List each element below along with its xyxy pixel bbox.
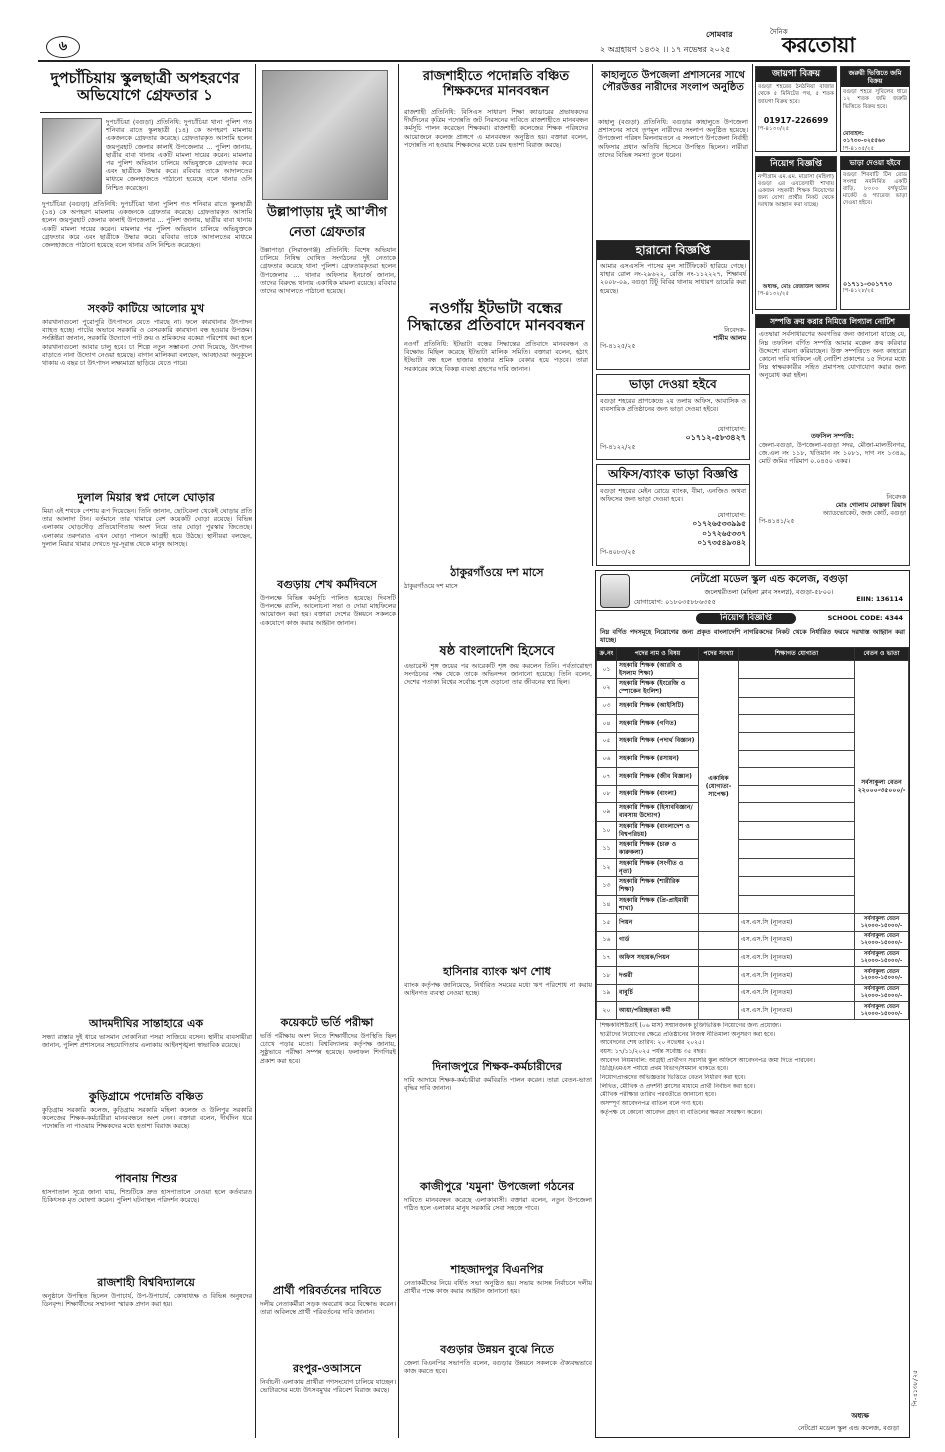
table-cell: ১১ (597, 840, 617, 859)
ad-rent-1 (596, 374, 750, 460)
ad-office-ref: পি-৪০৮৩/২৫ (600, 547, 636, 556)
col2-story3: ভর্তি পরীক্ষায় অংশ নিতে শিক্ষার্থীদের উপস্থিতি ছিল চোখে পড়ার মতো। বিশ্ববিদ্যালয় কর্তৃপক্ষ জানায়, সুষ্ঠুভাবে পরীক্ষা সম্পন্ন হয়েছে। ফলাফল শিগগিরই প্রকাশ করা হবে। (260, 1032, 396, 1065)
ad-lost-ref: পি-৪১২৫/২৫ (600, 342, 636, 351)
ad-lost-name: শামীম আলম (713, 334, 746, 343)
col3-story2: নওগাঁ প্রতিনিধি: ইটভাটা বন্ধের সিদ্ধান্তের প্রতিবাদে মানববন্ধন ও বিক্ষোভ মিছিল করেছে ইটভাটা মালিক সমিতি। বক্তারা বলেন, হঠাৎ ইটভাটা বন্ধ হলে হাজার হাজার শ্রমিক বেকার হয়ে পড়বে। তারা সরকারের কাছে বিকল্প ব্যবস্থা গ্রহণের দাবি জানান। (404, 340, 588, 373)
col1-story4: সন্ধ্যা রাস্তার দুই ধারে ভাসমান দোকানিরা পসরা সাজিয়ে বসেন। স্থানীয় ব্যবসায়ীরা জানান, পুলিশ প্রশাসনের সহযোগিতায় এলাকায় আইনশৃঙ্খলা স্বাভাবিক রয়েছে। (42, 1033, 252, 1050)
col3-story6: দাবি আদায়ে শিক্ষক-কর্মচারীরা কর্মবিরতি পালন করেন। তারা বেতন-ভাতা বৃদ্ধির দাবি জানান। (404, 1076, 592, 1093)
qualification-cell (739, 715, 855, 733)
legal-notice-text: এতদ্বারা সর্বসাধারণের অবগতির জন্য জানানো যাচ্ছে যে, নিম্ন তফসিল বর্ণিত সম্পত্তি আমার মক্কেল ক্রয় করিবার উদ্দেশ্যে বায়না করিয়াছেন। উক্ত সম্পত্তিতে অন্য কাহারো কোনো দাবি থাকিলে এই নোটিশ প্রকাশের ১৫ দিনের মধ্যে নিম্ন স্বাক্ষরকারীর সহিত প্রমাণসহ যোগাযোগ করার জন্য অনুরোধ করা হইল। (759, 330, 906, 380)
table-cell: ০৮ (597, 785, 617, 803)
recruit-note: আবেদনের শেষ তারিখ: ২০ নভেম্বর ২০২৫। (600, 1039, 705, 1047)
posts-cell (699, 1002, 739, 1020)
col3-story5: ব্যাংক কর্তৃপক্ষ জানিয়েছে, নির্ধারিত সময়ের মধ্যে ঋণ পরিশোধ না করায় আইনগত ব্যবস্থা নেওয়া হচ্ছে। (404, 981, 592, 998)
col3-headline-top: রাজশাহীতে পদোন্নতি বঞ্চিত শিক্ষকদের মানববন্ধন (422, 69, 570, 99)
legal-schedule-title: তফসিল সম্পত্তি: (810, 432, 855, 441)
ad-lost-sign: নিবেদক- (724, 326, 746, 334)
qualification-cell (739, 858, 855, 877)
col2-story1: উল্লাপাড়া (সিরাজগঞ্জ) প্রতিনিধি: বিশেষ অভিযান চালিয়ে নিষিদ্ধ ঘোষিত সংগঠনের দুই নেতাকে গ্রেফতার করেছে থানা পুলিশ। গ্রেফতারকৃতরা হলেন উপজেলার ... থানার অফিসার ইনচার্জ জানান, তাদের বিরুদ্ধে থানায় একাধিক মামলা রয়েছে। রবিবার তাদের আদালতে পাঠানো হয়েছে। (260, 246, 396, 295)
table-cell: ১৪ (597, 895, 617, 914)
qualification-cell (739, 732, 855, 750)
masthead-logo (770, 28, 910, 58)
recruit-sign-org: নেটপ্রো মডেল স্কুল এন্ড কলেজ, বগুড়া (797, 1423, 899, 1432)
table-row (597, 1002, 909, 1020)
ad-land-sale (755, 66, 837, 152)
col3-story1: রাজশাহী প্রতিনিধি: বিসিএস সাধারণ শিক্ষা ক্যাডারের প্রভাষকদের দীর্ঘদিনের কৃত্রিম পদোন্নতি জট নিরসনের দাবিতে রাজশাহীতে মানববন্ধন কর্মসূচি পালন করেছেন শিক্ষকরা। রাজশাহী কলেজের শিক্ষক পরিষদের আয়োজনে কলেজ প্রাঙ্গণে এ মানববন্ধন অনুষ্ঠিত হয়। বক্তারা বলেন, পদোন্নতি না হওয়ায় শিক্ষকদের মধ্যে চরম হতাশা বিরাজ করছে। (404, 108, 588, 149)
recruit-intro: নিম্ন বর্ণিত পদসমূহে নিয়োগের জন্য প্রকৃত বাংলাদেশি নাগরিকদের নিকট থেকে নির্ধারিত ফরমে দরখাস্ত আহ্বান করা যাচ্ছে। (600, 628, 905, 645)
col2-sub1: বগুড়ায় শেখ কর্মদিবসে (277, 578, 377, 591)
ad-rent-2-ref: পি-৪১২৮/২৫ (843, 288, 875, 295)
table-cell: ০১ (597, 660, 617, 679)
masthead-date: ২ অগ্রহায়ণ ১৪৩২ ।। ১৭ নভেম্বর ২০২৫ (600, 45, 731, 54)
ad-rent-1-ref: পি-৪১২২/২৫ (600, 443, 636, 452)
col2-sub4: রংপুর-ওআসনে (292, 1362, 362, 1375)
table-row (597, 949, 909, 967)
col1-sub5: পাবনায় শিশুর (114, 1172, 178, 1185)
col4-headline: কাহালুতে উপজেলা প্রশাসনের সাথে পৌরউত্তর নারীদের সংলাপ অনুষ্ঠিত (601, 70, 745, 93)
table-cell: ০২ (597, 679, 617, 698)
legal-sign: নিবেদক (886, 492, 906, 501)
legal-role: অ্যাডভোকেট, জজ কোর্ট, বগুড়া (822, 508, 906, 517)
school-eiin: EIIN: 136114 (856, 595, 903, 603)
recruitment-ad (595, 570, 910, 1438)
col3-sub2: ষষ্ঠ বাংলাদেশি হিসেবে (439, 644, 555, 659)
qualification-cell: এস.এস.সি (ন্যূনতম) (739, 914, 855, 932)
table-cell: সহকারি শিক্ষক (আইসিটি) (617, 697, 699, 715)
ad-urgent-text: বগুড়া শহরে সুবিলের ধারে ১২ শতক জমি জরুরি ভিত্তিতে বিক্রয় হবে। (843, 89, 907, 110)
col1-story7: অনুষ্ঠানে উপস্থিত ছিলেন উপাচার্য, উপ-উপাচার্য, কোষাধ্যক্ষ ও বিভিন্ন অনুষদের ডিনবৃন্দ। শিক্ষার্থীদের সম্মাননা স্মারক প্রদান করা হয়। (42, 1292, 252, 1309)
school-logo-icon (600, 574, 630, 608)
salary-cell: সর্বসাকুল্য বেতন ১২০০০-১৫০০০/- (855, 949, 909, 967)
table-cell: সহকারি শিক্ষক (আরবি ও ইসলাম শিক্ষা) (617, 660, 699, 679)
qualification-cell (739, 697, 855, 715)
ad-rent-2-text: বগুড়া শিববাটি টিন রোড সংলগ্ন নবনির্মিত একটি বাড়ি, ৮০০০ বর্গফুটের মার্কেট ও গ্যারেজ ভাড়া দেওয়া হইবে। (843, 171, 907, 207)
recruit-notes (596, 1020, 909, 1119)
ad-rent-1-title: ভাড়া দেওয়া হইবে (597, 375, 749, 395)
posts-cell (699, 967, 739, 985)
ad-office-text: বগুড়া শহরের মেইন রোডে ব্যাংক, বীমা, এনজিও অথবা অফিসের জন্য ভাড়া দেওয়া হবে। (600, 487, 746, 504)
recruit-note: ডিগ্রি/এমএস পর্যায়ে প্রথম বিভাগ/সমমান থাকতে হবে। (600, 1065, 729, 1073)
qualification-cell (739, 768, 855, 786)
col-header: শিক্ষাগত যোগ্যতা (739, 648, 855, 661)
legal-notice (755, 314, 910, 566)
salary-cell: সর্বসাকুল্য বেতন ২২০০০-৩৫০০০/- (855, 660, 909, 914)
ad-rent-2 (840, 156, 910, 310)
ad-lost-text: আমার এসএসসি পাসের মূল সার্টিফিকেট হারিয়ে গেছে। যাহার রোল নং-২৯৬২২, রেজি নং-১১২২২৭, শিক্ষাবর্ষ ২০০৮-০৯, বগুড়া টিটু বিবির থানায় সাধারণ ডায়েরি করা হয়েছে। (600, 262, 746, 295)
ad-recruit-small-ref: পি-৪১৩২/২৫ (758, 290, 790, 297)
legal-schedule: জেলা-বগুড়া, উপজেলা-বগুড়া সদর, মৌজা-মালতীনগর, জে.এল নং ১১৮, খতিয়ান নং ১০৮১, দাগ নং ১৩৪৯, মোট জমির পরিমাণ ০.০৪৫০ একর। (759, 440, 906, 465)
qualification-cell (739, 821, 855, 840)
table-cell: সহকারি শিক্ষক (পদার্থ বিজ্ঞান) (617, 732, 699, 750)
table-row (597, 967, 909, 985)
school-phone: যোগাযোগ: ০১৮০৩৫৮৮৬৩৫৫ (634, 598, 716, 606)
table-cell: ১০ (597, 821, 617, 840)
ad-urgent-phone: মোবাইল: ০১৭৩০-০২৫৫৬০ (843, 131, 886, 145)
ad-land-ref: পি-৪১৩০/২৫ (758, 126, 790, 133)
posts-cell (699, 949, 739, 967)
col1-story1-cont: দুপচাঁচিয়া (বগুড়া) প্রতিনিধি: দুপচাঁচিয়া থানা পুলিশ গত শনিবার রাতে স্কুলছাত্রী (১৪) কে অপহরণ মামলায় একজনকে গ্রেফতার করেছে। গ্রেফতারকৃত আসামি হলেন জয়পুরহাট জেলার কালাই উপজেলার ... পুলিশ জানায়, ছাত্রীর বাবা থানায় একটি মামলা দায়ের করেন। মামলার পর পুলিশ অভিযান চালিয়ে অভিযুক্তকে গ্রেফতার করে এবং ছাত্রীকে উদ্ধার করে। রবিবার তাকে আদালতের মাধ্যমে জেলহাজতে পাঠানো হয়েছে বলে থানার ওসি নিশ্চিত করেছেন। (42, 200, 252, 249)
ad-rent-1-contact: যোগাযোগ: (717, 425, 746, 433)
col3-sub5: কাজীপুরে 'যমুনা' উপজেলা গঠনের (419, 1180, 575, 1193)
divider (40, 112, 252, 113)
masthead-logo-small: দৈনিক (770, 28, 788, 36)
col1-story2: কারখানাগুলো পুরোপুরি উৎপাদনে যেতে পারছে না। ফলে কারখানার উৎপাদন ব্যাহত হচ্ছে। পাটের অভাবে সরকারি ও বেসরকারি কারখানা বন্ধ হওয়ার উপক্রম। সংশ্লিষ্টরা জানান, সরকারি উদ্যোগে পাট ক্রয় ও শ্রমিকদের বকেয়া পরিশোধ করা হলে কারখানাগুলো আবার চালু হবে। চা শিল্পে নতুন সম্ভাবনা দেখা দিয়েছে, উৎপাদন বাড়াতে নানা উদ্যোগ নেওয়া হয়েছে। বাগান মালিকরা বলছেন, আবহাওয়া অনুকূলে থাকায় এ বছর চা উৎপাদন লক্ষ্যমাত্রা ছাড়িয়ে যেতে পারে। (42, 318, 252, 367)
table-row (597, 984, 909, 1002)
table-cell: সহকারি শিক্ষক (শারীরিক শিক্ষা) (617, 877, 699, 896)
col1-sub6: রাজশাহী বিশ্ববিদ্যালয়ে (97, 1276, 195, 1289)
recruit-sign: অধ্যক্ষ (851, 1412, 869, 1421)
news-photo-leader (262, 70, 388, 200)
qualification-cell: এস.এস.সি (ন্যূনতম) (739, 967, 855, 985)
masthead-logo-name: করতোয়া (782, 32, 855, 57)
col2-headline: উল্লাপাড়ায় দুই আ'লীগ (266, 205, 388, 220)
page-number-badge: ৬ (46, 36, 80, 58)
table-cell: সহকারি শিক্ষক (সংগীত ও নৃত্য) (617, 858, 699, 877)
col3-sub7: বগুড়ার উন্নয়ন বুঝে নিতে (440, 1343, 554, 1356)
masthead-rule (38, 60, 910, 62)
col2-sub2: কয়েকটে ভর্তি পরীক্ষা (280, 1016, 374, 1029)
posts-total-cell: একাধিক (যোগ্যতা-সাপেক্ষ) (699, 660, 739, 914)
table-row (597, 914, 909, 932)
col1-story6: হাসপাতাল সূত্রে জানা যায়, শিশুটিকে দ্রুত হাসপাতালে নেওয়া হলে কর্তব্যরত চিকিৎসক মৃত ঘোষণা করেন। পুলিশ ঘটনাস্থল পরিদর্শন করেছে। (42, 1188, 252, 1205)
recruit-note: অসম্পূর্ণ আবেদনপত্র বাতিল বলে গণ্য হবে। (600, 1099, 704, 1107)
col1-story1: দুপচাঁচিয়া (বগুড়া) প্রতিনিধি: দুপচাঁচিয়া থানা পুলিশ গত শনিবার রাতে স্কুলছাত্রী (১৪) কে অপহরণ মামলায় একজনকে গ্রেফতার করেছে। গ্রেফতারকৃত আসামি হলেন জয়পুরহাট জেলার কালাই উপজেলার ... পুলিশ জানায়, ছাত্রীর বাবা থানায় একটি মামলা দায়ের করেন। মামলার পর পুলিশ অভিযান চালিয়ে অভিযুক্তকে গ্রেফতার করে এবং ছাত্রীকে উদ্ধার করে। রবিবার তাকে আদালতের মাধ্যমে জেলহাজতে পাঠানো হয়েছে বলে থানার ওসি নিশ্চিত করেছেন। (106, 118, 252, 192)
col3-sub1: ঠাকুরগাঁওয়ে দশ মাসে (450, 566, 544, 579)
table-cell: অফিস সহায়ক/পিয়ন (617, 949, 699, 967)
table-cell: পিয়ন (617, 914, 699, 932)
qualification-cell (739, 803, 855, 822)
ad-office-title: অফিস/ব্যাংক ভাড়া বিজ্ঞপ্তি (597, 465, 749, 485)
ad-land-text: বগুড়া শহরের ঠনঠনিয়া বাজার থেকে ৫ মিনিটের পথ, ৫ শতক জায়গা বিক্রয় হবে। (758, 84, 834, 105)
table-row (597, 931, 909, 949)
col2-photo-caption: নেতা গ্রেফতার (288, 225, 366, 240)
table-cell: ০৪ (597, 715, 617, 733)
col2-story4: দলীয় নেতাকর্মীরা সড়ক অবরোধ করে বিক্ষোভ করেন। তারা অবিলম্বে প্রার্থী পরিবর্তনের দাবি জানান। (260, 1300, 396, 1317)
col3-sub6: শাহজাদপুর বিএনপির (450, 1263, 544, 1276)
qualification-cell (739, 750, 855, 768)
table-row (597, 660, 909, 679)
ad-office-phone: ০১৭২৬৫৩৩৭ (702, 528, 746, 538)
table-cell: ১৮ (597, 967, 617, 985)
col3-story4: এভারেস্ট শৃঙ্গ জয়ের পর আরেকটি শৃঙ্গ জয় করলেন তিনি। পর্বতারোহণ সংগঠনের পক্ষ থেকে তাকে অভিনন্দন জানানো হয়েছে। তিনি বলেন, দেশের পতাকা বিশ্বের সর্বোচ্চ শৃঙ্গে ওড়ানো তার জীবনের স্বপ্ন ছিল। (404, 662, 592, 687)
qualification-cell (739, 877, 855, 896)
recruit-note: শিক্ষকবিশিষ্টতাই (০৬ মাস) সম্মানজনক চুক্তিভিত্তিক নিয়োগের জন্য প্রযোজ্য। (600, 1021, 782, 1029)
posts-cell (699, 914, 739, 932)
qualification-cell (739, 679, 855, 698)
posts-cell (699, 984, 739, 1002)
col3-sub4: দিনাজপুরে শিক্ষক-কর্মচারীদের (432, 1060, 562, 1073)
salary-cell: সর্বসাকুল্য বেতন ১২০০০-১৫০০০/- (855, 914, 909, 932)
recruit-note: মৌখিক পরীক্ষার তারিখ পরবর্তীতে জানানো হবে। (600, 1091, 717, 1099)
table-cell: আয়া/পরিচ্ছন্নতা কর্মী (617, 1002, 699, 1020)
ad-recruit-small (755, 156, 837, 310)
table-cell: ২০ (597, 1002, 617, 1020)
ad-recruit-small-sign: অধ্যক্ষ, মোঃ রেজাউল আলম (762, 283, 830, 290)
col-header: পদের সংখ্যা (699, 648, 739, 661)
qualification-cell: এস.এস.সি (ন্যূনতম) (739, 1002, 855, 1020)
recruit-note: বয়স: ১৭/১১/২০২৫ পর্যন্ত সর্বোচ্চ ৩৫ বছর। (600, 1047, 706, 1055)
table-cell: দপ্তরী (617, 967, 699, 985)
table-cell: ১৫ (597, 914, 617, 932)
table-cell: ১৩ (597, 877, 617, 896)
table-cell: ০৬ (597, 750, 617, 768)
ad-recruit-small-title: নিয়োগ বিজ্ঞপ্তি (756, 157, 836, 172)
recruit-ref: পি-৪১৩৮/২৫ (912, 1370, 919, 1407)
col1-story5: কুড়িগ্রাম সরকারি কলেজ, কুড়িগ্রাম সরকারি মহিলা কলেজ ও উলিপুর সরকারি কলেজের শিক্ষক-কর্মচারীরা মানববন্ধনে অংশ নেন। বক্তারা বলেন, দীর্ঘদিন ধরে পদোন্নতি না পাওয়ায় শিক্ষকদের মধ্যে হতাশা বিরাজ করছে। (42, 1106, 252, 1131)
table-cell: ১৯ (597, 984, 617, 1002)
col3-story7: দাবিতে মানববন্ধন করেছে এলাকাবাসী। বক্তারা বলেন, নতুন উপজেলা গঠিত হলে এলাকার মানুষ সরকারি সেবা সহজে পাবে। (404, 1196, 592, 1213)
col2-story2: উপলক্ষে বিভিন্ন কর্মসূচি পালিত হয়েছে। দিবসটি উপলক্ষে র‍্যালি, আলোচনা সভা ও দোয়া মাহফিলের আয়োজন করা হয়। বক্তারা দেশের উন্নয়নে সকলকে একযোগে কাজ করার আহ্বান জানান। (260, 594, 396, 627)
recruit-table (596, 647, 909, 1020)
table-cell: সহকারি শিক্ষক (রসায়ন) (617, 750, 699, 768)
recruit-note: নিয়োগপ্রাপ্তদের অভিজ্ঞতার ভিত্তিতে বেতন নির্ধারণ করা হবে। (600, 1073, 746, 1081)
table-cell: সহকারি শিক্ষক (গণিত) (617, 715, 699, 733)
masthead-day: সোমবার (706, 30, 733, 39)
ad-rent-2-phone: ০১৭১১-৩০১৭৭৩ (843, 279, 893, 288)
table-cell: ১২ (597, 858, 617, 877)
col1-sub1: সংকট কাটিয়ে আলোর মুখ (87, 302, 205, 315)
salary-cell: সর্বসাকুল্য বেতন ১২০০০-১৫০০০/- (855, 931, 909, 949)
salary-cell: সর্বসাকুল্য বেতন ১২০০০-১৫০০০/- (855, 984, 909, 1002)
ad-urgent-ref: পি-৪১৩৫/২৫ (843, 145, 875, 152)
table-cell: ০৩ (597, 697, 617, 715)
qualification-cell: এস.এস.সি (ন্যূনতম) (739, 949, 855, 967)
table-cell: ১৭ (597, 949, 617, 967)
table-cell: ১৬ (597, 931, 617, 949)
qualification-cell (739, 785, 855, 803)
salary-cell: সর্বসাকুল্য বেতন ১২০০০-১৫০০০/- (855, 1002, 909, 1020)
qualification-cell: এস.এস.সি (ন্যূনতম) (739, 984, 855, 1002)
posts-cell (699, 931, 739, 949)
ad-rent-2-title: ভাড়া দেওয়া হইবে (841, 157, 909, 170)
ad-office-phone: ০১৭২৬৫৩৩৯৯৫ (692, 519, 746, 529)
col3-story8: নেতাকর্মীদের নিয়ে বর্ধিত সভা অনুষ্ঠিত হয়। সভায় আসন্ন নির্বাচনে দলীয় প্রার্থীর পক্ষে কাজ করার আহ্বান জানানো হয়। (404, 1279, 592, 1296)
col4-story: কাহালু (বগুড়া) প্রতিনিধি: বগুড়ার কাহালুতে উপজেলা প্রশাসনের সাথে তৃণমূল নারীদের সংলাপ অনুষ্ঠিত হয়েছে। উপজেলা পরিষদ মিলনায়তনে এ সংলাপে উপজেলা নির্বাহী অফিসার প্রধান অতিথি হিসেবে উপস্থিত ছিলেন। নারীরা তাদের বিভিন্ন সমস্যা তুলে ধরেন। (598, 118, 748, 159)
ad-lost-title: হারানো বিজ্ঞপ্তি (597, 241, 749, 260)
table-cell: গার্ড (617, 931, 699, 949)
table-cell: সহকারি শিক্ষক (চারু ও কারুকলা) (617, 840, 699, 859)
col-header: পদের নাম ও বিষয় (617, 648, 699, 661)
col-header: বেতন ও ভাতা (855, 648, 909, 661)
school-address: জলেশ্বরীতলা (মহিলা ক্লাব সংলগ্ন), বগুড়া-৫৮০০। (704, 588, 834, 596)
col1-sub2: দুলাল মিয়ার স্বপ্ন দোলে ঘোড়ার (77, 491, 215, 504)
ad-land-title: জায়গা বিক্রয় (756, 67, 836, 82)
recruit-note: আবেদন নিয়মাবলি: আগ্রহী প্রার্থীগণ সরাসরি স্কুল অফিসে আবেদনপত্র জমা দিতে পারবেন। (600, 1056, 815, 1064)
ad-land-phone: 01917-226699 (763, 116, 829, 126)
legal-notice-title: সম্পত্তি ক্রয় করার নিমিত্তে লিগ্যাল নোটিশ (756, 315, 909, 328)
ad-office-contact: যোগাযোগ: (717, 511, 746, 519)
col-rule (255, 64, 256, 1438)
col3-sub3: হাসিনার ব্যাংক ঋণ শোধ (443, 965, 551, 978)
qualification-cell (739, 895, 855, 914)
ad-office-phone: ০১৭৩৫৪৯৩৪২ (697, 538, 746, 548)
col-rule (592, 64, 593, 566)
ad-recruit-small-text: নন্দীগ্রাম এম.এম. মাদ্রাসা (মহিলা) বগুড়া এর এবতেদায়ী শাখায় একজন সহকারী শিক্ষক নিয়োগের জন্য যোগ্য প্রার্থীর নিকট থেকে দরখাস্ত আহ্বান করা যাচ্ছে। (758, 173, 834, 209)
table-cell: সহকারি শিক্ষক (প্রি-প্রাইমারী শাখা) (617, 895, 699, 914)
table-cell: ০৭ (597, 768, 617, 786)
recruit-note: ছাত্রীদের নিয়োগের ক্ষেত্রে প্রতিষ্ঠানের নিজস্ব নীতিমালা অনুসরণ করা হবে। (600, 1030, 776, 1038)
qualification-cell (739, 660, 855, 679)
ad-rent-1-phone: ০১৭১২-৫৮৩৪২৭ (685, 433, 746, 443)
school-name: নেটপ্রো মডেল স্কুল এন্ড কলেজ, বগুড়া (690, 574, 848, 585)
col1-story3: মিয়া এই শখকে পেশায় রূপ দিয়েছেন। তিনি জানান, ছোটবেলা থেকেই ঘোড়ার প্রতি তার আলাদা টান। বর্তমানে তার খামারে বেশ কয়েকটি ঘোড়া রয়েছে। বিভিন্ন এলাকায় ঘোড়দৌড় প্রতিযোগিতায় অংশ নিয়ে তার ঘোড়া পুরস্কার জিতেছে। এলাকার তরুণরাও এখন ঘোড়া পালনে আগ্রহী হয়ে উঠছে। স্থানীয়রা বলছেন, দুলাল মিয়ার খামার দেখতে দূর-দূরান্ত থেকে মানুষ আসছে। (42, 507, 252, 548)
ad-rent-1-text: বগুড়া শহরের প্রাণকেন্দ্রে ২য় তলায় অফিস, আবাসিক ও ব্যবসায়িক প্রতিষ্ঠানের জন্য ভাড়া দেওয়া হইবে। (600, 397, 746, 414)
school-code: SCHOOL CODE: 4344 (827, 614, 903, 622)
ad-office-rent (596, 464, 750, 566)
table-cell: সহকারি শিক্ষক (জীব বিজ্ঞান) (617, 768, 699, 786)
recruit-note: কর্তৃপক্ষ যে কোনো আবেদন গ্রহণ বা বাতিলের ক্ষমতা সংরক্ষণ করেন। (600, 1108, 763, 1116)
col1-sub4: কুড়িগ্রামে পদোন্নতি বঞ্চিত (89, 1090, 203, 1103)
col-header: ক্র.নং (597, 648, 617, 661)
salary-cell: সর্বসাকুল্য বেতন ১২০০০-১৫০০০/- (855, 967, 909, 985)
qualification-cell: এস.এস.সি (ন্যূনতম) (739, 931, 855, 949)
ad-lost-notice (596, 240, 750, 370)
ad-urgent-title: জরুরী ভিত্তিতে জমি বিক্রয় (841, 67, 909, 87)
table-cell: বাবুর্চি (617, 984, 699, 1002)
col1-headline: দুপচাঁচিয়ায় স্কুলছাত্রী অপহরণের অভিযোগে গ্রেফতার ১ (50, 69, 240, 105)
col2-story5: নির্বাচনী এলাকায় প্রার্থীরা গণসংযোগ চালিয়ে যাচ্ছেন। ভোটারদের মধ্যে উৎসবমুখর পরিবেশ বিরাজ করছে। (260, 1378, 396, 1395)
table-cell: সহকারি শিক্ষক (বাংলা) (617, 785, 699, 803)
col-rule (398, 64, 399, 1438)
news-photo-man (42, 118, 102, 194)
ad-urgent-land (840, 66, 910, 152)
table-cell: সহকারি শিক্ষক (ইংরেজি ও স্পোকেন ইংলিশ) (617, 679, 699, 698)
col3-story9: জেলা বিএনপির সভাপতি বলেন, বগুড়ার উন্নয়নে সকলকে ঐক্যবদ্ধভাবে কাজ করতে হবে। (404, 1359, 592, 1376)
legal-ref: পি-৪১৪১/২৫ (759, 517, 795, 526)
recruit-note: লিখিত, মৌখিক ও প্রদর্শনী ক্লাসের মাধ্যমে প্রার্থী নির্বাচন করা হবে। (600, 1082, 755, 1090)
table-cell: সহকারি শিক্ষক (হিসাববিজ্ঞান/ ব্যবসায় উদ্যোগ) (617, 803, 699, 822)
table-cell: সহকারি শিক্ষক (বাংলাদেশ ও বিশ্বপরিচয়) (617, 821, 699, 840)
col1-sub3: আদমদীঘির সান্তাহারে এক (88, 1017, 204, 1030)
col3-story3: ঠাকুরগাঁওয়ে দশ মাসে (404, 582, 458, 590)
col2-sub3: প্রার্থী পরিবর্তনের দাবিতে (272, 1284, 382, 1297)
table-cell: ০৫ (597, 732, 617, 750)
table-cell: ০৯ (597, 803, 617, 822)
col3-headline2: নওগাঁয় ইটভাটা বন্ধের সিদ্ধান্তের প্রতিবাদে মানববন্ধন (407, 299, 585, 335)
qualification-cell (739, 840, 855, 859)
recruit-title: নিয়োগ বিজ্ঞপ্তি (696, 613, 796, 624)
col-rule (752, 64, 753, 314)
legal-name: মোঃ গোলাম মোস্তফা রিয়াদ (835, 500, 906, 509)
